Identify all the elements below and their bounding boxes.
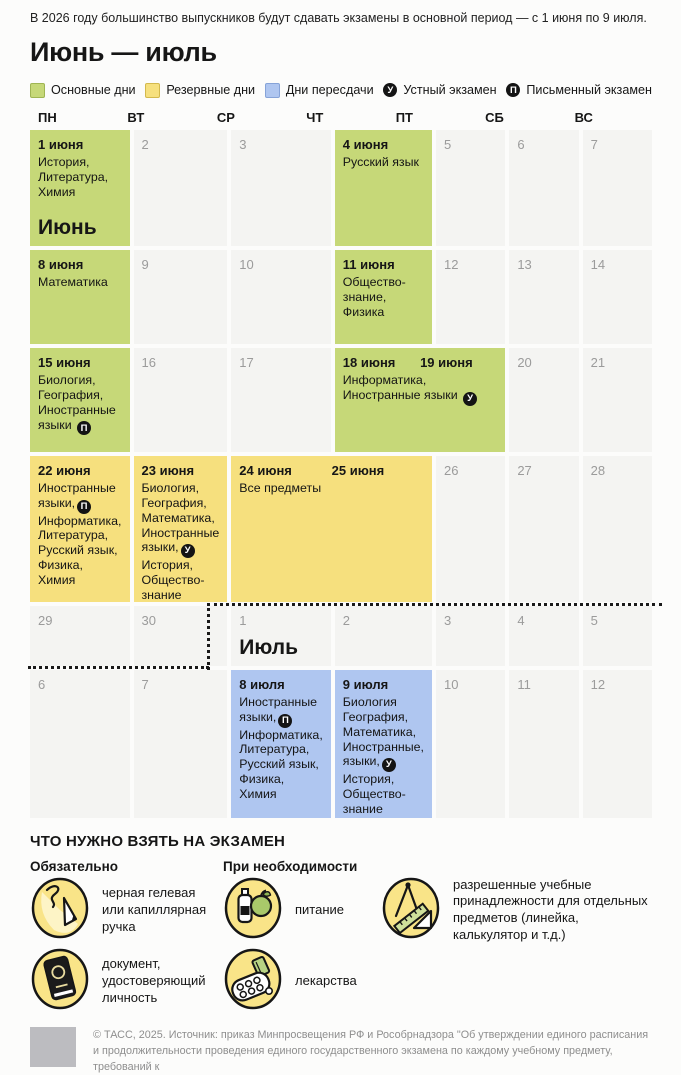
- calendar-cell-r2c6: [509, 250, 578, 344]
- date-label: 9 июля: [342, 676, 389, 692]
- date-label: 24 июня: [239, 462, 292, 478]
- subject-line: География,: [141, 495, 207, 510]
- weekday-label-ЧТ: ЧТ: [306, 109, 324, 125]
- day-number: 13: [517, 256, 532, 272]
- date-label: 22 июня: [38, 462, 91, 478]
- legend-swatch-retake: [265, 83, 280, 98]
- id-document-icon: [30, 947, 90, 1016]
- day-number: 16: [141, 354, 156, 370]
- cell-date: [343, 677, 424, 692]
- checklist-item-label: документ, удостоверяющий личность: [102, 956, 206, 1005]
- written-exam-badge-icon: П: [77, 421, 91, 435]
- checklist-item-label: черная гелевая или капиллярная ручка: [102, 885, 207, 934]
- calendar-cell-r6c4: [335, 670, 432, 818]
- subject-line: Математика: [38, 274, 108, 289]
- legend-label: Дни пересдачи: [285, 83, 374, 98]
- date-label: 8 июля: [239, 676, 285, 692]
- subject-line: География,: [342, 709, 409, 724]
- subject-line: Иностранные: [239, 694, 318, 709]
- calendar-cell-r2c3: [231, 250, 331, 344]
- subject-line: Литература,: [38, 169, 109, 184]
- calendar-cell-r5c6: [509, 606, 578, 666]
- calendar-cell-r6c6: [509, 670, 578, 818]
- calendar-cell-r5c5: [436, 606, 505, 666]
- legend-label: Устный экзамен: [403, 83, 497, 98]
- day-number: 3: [444, 612, 452, 628]
- calendar-cell-r6c5: [436, 670, 505, 818]
- subject-line: Общество-: [141, 573, 205, 587]
- oral-exam-badge-icon: У: [181, 544, 195, 558]
- subject-line: Математика,: [141, 510, 215, 525]
- checklist-column-optional: При необходимости: [223, 858, 358, 874]
- legend: [30, 83, 652, 98]
- checklist-title: ЧТО НУЖНО ВЗЯТЬ НА ЭКЗАМЕН: [30, 832, 286, 850]
- cell-date: [142, 463, 220, 478]
- month-label-Июнь: Июнь: [38, 215, 97, 239]
- subject-line: Иностранные: [38, 402, 116, 417]
- subject-line: Иностранные,: [342, 739, 424, 754]
- day-number: 17: [239, 354, 254, 370]
- legend-label: Письменный экзамен: [526, 83, 652, 98]
- calendar-cell-r1c6: [509, 130, 578, 246]
- checklist-item-label: разрешенные учебные принадлежности для отдельных предметов (линейка, калькулятор и т.д.): [453, 876, 648, 943]
- subject-line: языки, У: [142, 540, 220, 558]
- subject-line: языки П: [38, 418, 122, 436]
- calendar-grid: [30, 130, 652, 818]
- day-number: 11: [517, 676, 531, 692]
- date-label: 25 июня: [331, 462, 385, 478]
- calendar-cell-r2c1: [30, 250, 130, 344]
- day-number: 10: [444, 676, 459, 692]
- day-number: 7: [141, 676, 149, 692]
- day-number: 20: [517, 354, 532, 370]
- day-number: 5: [444, 136, 452, 152]
- oral-exam-badge-icon: У: [382, 758, 396, 772]
- intro-text: В 2026 году большинство выпускников будут сдавать экзамены в основной период — с 1 июня по 9 июля.: [30, 11, 647, 25]
- calendar-cell-r1c4: [335, 130, 432, 246]
- cell-date: [239, 463, 424, 478]
- page-title: Июнь — июль: [30, 36, 217, 67]
- subject-line: Физика,: [239, 772, 285, 787]
- month-label-Июль: Июль: [239, 635, 299, 659]
- legend-label: Основные дни: [51, 83, 136, 98]
- checklist-item-label: питание: [295, 901, 345, 917]
- calendar-cell-r6c2: [134, 670, 228, 818]
- legend-item-exam-oral: [383, 83, 496, 97]
- day-number: 30: [141, 612, 156, 628]
- calendar-cell-r5c3: [231, 606, 331, 666]
- calendar-cell-r4c5: [436, 456, 505, 602]
- calendar-cell-r1c2: [134, 130, 228, 246]
- calendar-cell-r3c3: [231, 348, 331, 452]
- cell-date: [38, 463, 122, 478]
- oral-exam-badge-icon: У: [383, 83, 397, 97]
- subject-line: Информатика,: [38, 513, 122, 528]
- subject-line: Русский язык,: [239, 757, 319, 772]
- calendar-cell-r1c3: [231, 130, 331, 246]
- subject-line: языки, У: [343, 754, 424, 772]
- tass-logo: [30, 1027, 76, 1067]
- weekday-label-ВС: ВС: [574, 109, 593, 125]
- calendar-cell-r4c2: [134, 456, 228, 602]
- calendar-cell-r4c1: [30, 456, 130, 602]
- legend-item-reserve: [145, 83, 255, 98]
- checklist-item-food: [223, 876, 375, 945]
- calendar-cell-r2c7: [583, 250, 652, 344]
- subject-line: Биология,: [38, 372, 96, 387]
- subject-line: Общество-: [342, 274, 406, 289]
- weekday-header: [30, 110, 652, 125]
- subject-line: языки, П: [239, 710, 323, 728]
- calendar-cell-r4c3: [231, 456, 432, 602]
- subject-line: Литература,: [239, 742, 310, 757]
- subject-line: Все предметы: [239, 480, 322, 495]
- weekday-label-ПТ: ПТ: [395, 109, 413, 125]
- calendar-cell-r6c1: [30, 670, 130, 818]
- cell-date: [343, 257, 424, 272]
- subject-line: География,: [38, 387, 104, 402]
- subject-line: Общество-: [342, 787, 406, 801]
- subject-line: Информатика,: [342, 372, 427, 387]
- day-number: 10: [239, 256, 254, 272]
- subject-line: Иностранные: [141, 525, 220, 540]
- calendar-cell-r4c7: [583, 456, 652, 602]
- date-label: 18 июня: [342, 354, 396, 370]
- cell-date: [239, 677, 323, 692]
- day-number: 2: [141, 136, 149, 152]
- pen-icon: [30, 876, 90, 945]
- oral-exam-badge-icon: У: [463, 392, 477, 406]
- day-number: 14: [590, 256, 606, 272]
- weekday-label-СР: СР: [216, 109, 235, 125]
- checklist-item-stationery: [381, 876, 652, 945]
- cell-date: [343, 355, 498, 370]
- date-label: 15 июня: [38, 354, 91, 370]
- date-label: 23 июня: [141, 462, 195, 478]
- weekday-label-ВТ: ВТ: [127, 109, 145, 125]
- calendar-cell-r5c1: [30, 606, 130, 666]
- day-number: 1: [239, 612, 247, 628]
- subject-line: Физика: [342, 304, 385, 319]
- day-number: 12: [444, 256, 459, 272]
- subject-line: языки, П: [38, 496, 122, 514]
- calendar: [30, 130, 652, 818]
- subject-line: Информатика,: [239, 727, 323, 742]
- subject-line: знание: [342, 801, 383, 816]
- subject-line: Русский язык,: [38, 543, 118, 558]
- subject-line: Химия: [38, 184, 76, 199]
- calendar-cell-r3c1: [30, 348, 130, 452]
- day-number: 6: [517, 136, 525, 152]
- date-label: 1 июня: [38, 136, 84, 152]
- day-number: 9: [141, 256, 149, 272]
- checklist-item-label: лекарства: [295, 972, 357, 988]
- day-number: 26: [444, 462, 459, 478]
- subject-line: Биология: [342, 694, 397, 709]
- cell-date: [38, 355, 122, 370]
- checklist: [30, 859, 652, 1016]
- calendar-cell-r2c2: [134, 250, 228, 344]
- legend-item-retake: [265, 83, 374, 98]
- food-icon: [223, 876, 283, 945]
- legend-label: Резервные дни: [166, 83, 256, 98]
- subject-line: Химия: [239, 787, 277, 801]
- pills-icon: [223, 947, 283, 1016]
- day-number: 3: [239, 136, 247, 152]
- date-label: 4 июня: [342, 136, 389, 152]
- legend-item-exam-written: [506, 83, 652, 97]
- subject-line: Биология,: [141, 480, 200, 495]
- subject-line: Иностранные: [38, 480, 116, 495]
- calendar-cell-r1c5: [436, 130, 505, 246]
- subject-line: Иностранные языки У: [343, 388, 498, 406]
- day-number: 21: [590, 354, 606, 370]
- subject-line: Физика,: [38, 558, 83, 573]
- calendar-cell-r1c1: [30, 130, 130, 246]
- calendar-cell-r5c2: [134, 606, 228, 666]
- calendar-cell-r3c6: [509, 348, 578, 452]
- checklist-column-required: Обязательно: [30, 858, 118, 874]
- subject-line: Русский язык: [342, 154, 419, 169]
- subject-line: знание: [141, 587, 182, 602]
- legend-swatch-main: [30, 83, 45, 98]
- subject-line: История,: [38, 154, 90, 169]
- calendar-cell-r5c4: [335, 606, 432, 666]
- day-number: 5: [590, 612, 598, 628]
- written-exam-badge-icon: П: [278, 714, 292, 728]
- written-exam-badge-icon: П: [506, 83, 520, 97]
- day-number: 29: [38, 612, 53, 628]
- day-number: 7: [590, 136, 598, 152]
- date-label: 11 июня: [342, 256, 395, 272]
- footer: [30, 1027, 652, 1075]
- checklist-item-pills: [223, 947, 375, 1016]
- legend-item-main: [30, 83, 136, 98]
- calendar-cell-r5c7: [583, 606, 652, 666]
- legend-swatch-reserve: [145, 83, 160, 98]
- stationery-icon: [381, 876, 441, 945]
- subject-line: Литература,: [38, 528, 109, 543]
- day-number: 6: [38, 676, 46, 692]
- day-number: 2: [342, 612, 351, 628]
- calendar-cell-r3c4: [335, 348, 506, 452]
- weekday-label-ПН: ПН: [38, 109, 57, 125]
- calendar-cell-r2c5: [436, 250, 505, 344]
- cell-date: [38, 137, 122, 152]
- cell-date: [343, 137, 424, 152]
- checklist-item-pen: [30, 876, 217, 945]
- date-label: 8 июня: [38, 256, 84, 272]
- calendar-cell-r1c7: [583, 130, 652, 246]
- calendar-cell-r2c4: [335, 250, 432, 344]
- day-number: 27: [517, 462, 532, 478]
- subject-line: Химия: [38, 573, 76, 587]
- day-number: 12: [590, 676, 606, 692]
- day-number: 4: [517, 612, 525, 628]
- cell-date: [38, 257, 122, 272]
- subject-line: История,: [342, 772, 395, 787]
- weekday-label-СБ: СБ: [485, 109, 504, 125]
- subject-line: знание,: [342, 289, 387, 304]
- footer-source-text: © ТАСС, 2025. Источник: приказ Минпросвещения РФ и Рособрнадзора "Об утверждении единого расписания и продолжительности проведения единого государственного экзамена по каждому учебному предмету, требований к: [93, 1028, 649, 1074]
- checklist-item-id-document: [30, 947, 217, 1016]
- calendar-cell-r4c6: [509, 456, 578, 602]
- calendar-cell-r6c3: [231, 670, 331, 818]
- subject-line: История,: [141, 558, 193, 573]
- calendar-cell-r3c2: [134, 348, 228, 452]
- calendar-cell-r3c7: [583, 348, 652, 452]
- day-number: 28: [590, 462, 606, 478]
- subject-line: Математика,: [342, 724, 417, 739]
- date-label: 19 июня: [420, 354, 473, 370]
- calendar-cell-r6c7: [583, 670, 652, 818]
- written-exam-badge-icon: П: [77, 500, 91, 514]
